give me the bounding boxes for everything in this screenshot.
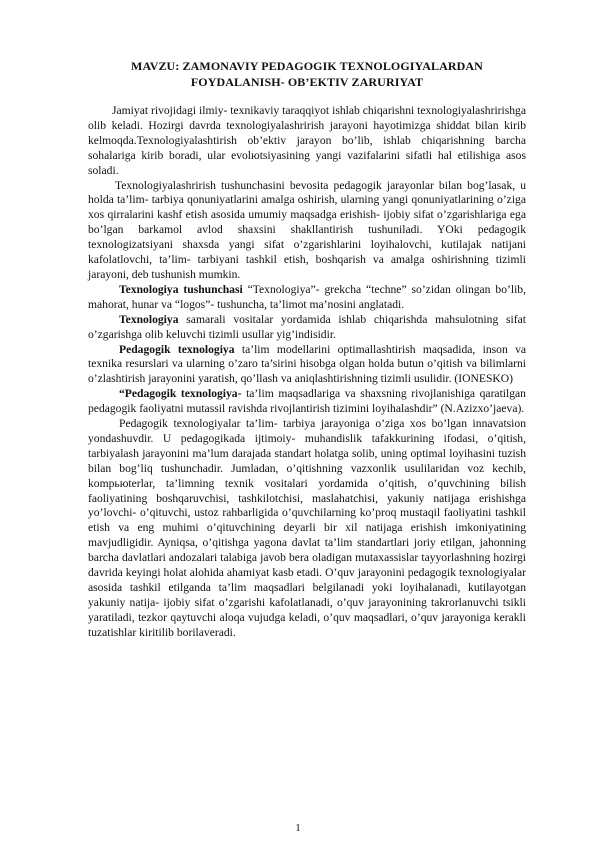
paragraph-5: [88, 343, 526, 388]
paragraph-text: ta’lim modellarini optimallashtirish maqsadida, inson va texnika resurslari va ularning o’zaro ta’sirini hisobga olgan holda butun o’qitish va bilimlarni o’zlashtirish jarayonini yaratish, qo’llash va aniqlashtirishning tizimli usulidir. (IONESKO): [88, 342, 527, 386]
paragraph-6: [88, 387, 526, 417]
paragraph-text: “Texnologiya”- grekcha “techne” so’zidan olingan bo’lib, mahorat, hunar va “logos”- tushuncha, ta’limot ma’nosini anglatadi.: [88, 282, 526, 311]
paragraph-text: samarali vositalar yordamida ishlab chiqarishda mahsulotning sifat o’zgarishga olib keluvchi tizimli usullar yig’indisidir.: [88, 312, 526, 341]
paragraph-term: Texnologiya tushunchasi: [119, 282, 243, 296]
page-number: 1: [295, 822, 301, 834]
document-title: [88, 58, 526, 90]
paragraph-3: [88, 283, 526, 313]
paragraph-1: [88, 104, 526, 179]
paragraph-text: ta’lim maqsadlariga va shaxsning rivojlanishiga qaratilgan pedagogik faoliyatni mutassil ravishda rivojlantirish tizimini loyihalashdir” (N.Azizxo’jaeva).: [88, 387, 526, 416]
paragraph-text: Texnologiyalashrirish tushunchasini bevosita pedagogik jarayonlar bilan bog’lasak, u holda ta’lim- tarbiya qonuniyatlarini amalga oshirish, ularning yangi qonuniyatlarining o’ziga xos qirralarini kashf etish asosida umumiy maqsadga erishish- ijobiy sifat o’zgarishlariga ega bo’lgan barkamol avlod shaxsini shakllantirish tushuniladi. YOki pedagogik texnologizatsiyani shaxsda yangi sifat o’zgarishlarini loyihalovchi, kutilajak natijani kafolatlovchi, ta’lim- tarbiyani tashkil etish, boshqarish va amalga oshirishning tizimli jarayoni, deb tushunish mumkin.: [88, 178, 526, 281]
title-line-1: MAVZU: ZAMONAVIY PEDAGOGIK TEXNOLOGIYALARDAN: [131, 59, 483, 73]
paragraph-text: Pedagogik texnologiyalar ta’lim- tarbiya jarayoniga o’ziga xos bo’lgan innavatsion yondashuvdir. U pedagogikada ijtimoiy- muhandislik tafakkurining ifodasi, o’qitish, tarbiyalash jarayonini ma’lum darajada standart holatga solib, uning optimal loyihasini tuzish bilan bog’liq tushunchadir. Jumladan, o’qitishning vazxonlik usulilaridan voz kechib, kompьюterlar, ta’limning texnik vositalari yordamida o’qitish, o’quvchining bilish faoliyatining boshqaruvchisi, tashkilotchisi, maslahatchisi, yakuniy natijaga erishishga yo’lovchi- o’qituvchi, ustoz rahbarligida o’quvchilarning ko’proq mustaqil faoliyatini tashkil etish va eng muhimi o’qituvchining deyarli bir xil natijaga erishish imkoniyatining mavjudligidir. Ayniqsa, o’qitishga yagona davlat ta’lim standartlari joriy etilgan, jahonning barcha davlatlari andozalari talabiga javob bera oladigan mutaxassislar tayyorlashning hozirgi davrida keyingi holat alohida ahamiyat kasb etadi. O’quv jarayonini pedagogik texnologiyalar asosida tashkil etilganda ta’lim maqsadlari belgilanadi yoki loyihalanadi, kutilayotgan yakuniy natija- ijobiy sifat o’zgarishi kafolatlanadi, o’quv jarayonining takrorlanuvchi tsikli yaratiladi, tezkor qaytuvchi aloqa vujudga keladi, o’quv maqsadlari, o’quv jarayoniga kerakli tuzatishlar kiritilib borilaveradi.: [88, 417, 526, 639]
document-page: [88, 58, 526, 641]
paragraph-2: [88, 179, 526, 283]
paragraph-4: [88, 313, 526, 343]
paragraph-term: “Pedagogik texnologiya-: [119, 387, 242, 401]
paragraph-term: Texnologiya: [119, 312, 179, 326]
title-line-2: FOYDALANISH- OB’EKTIV ZARURIYAT: [190, 75, 424, 89]
paragraph-7: [88, 417, 526, 641]
paragraph-term: Pedagogik texnologiya: [119, 342, 235, 356]
paragraph-text: Jamiyat rivojidagi ilmiy- texnikaviy taraqqiyot ishlab chiqarishni texnologiyalashririshga olib keladi. Hozirgi davrda texnologiyalashrirish jarayoni hayotimizga shiddat bilan kirib kelmoqda.Texnologiyalashtirish ob’ektiv jarayon bo’lib, ishlab chiqarishning barcha sohalariga kirib boradi, ular evolюtsiyasining yangi vazifalarini sifatli hal etilishiga asos soladi.: [88, 104, 526, 177]
